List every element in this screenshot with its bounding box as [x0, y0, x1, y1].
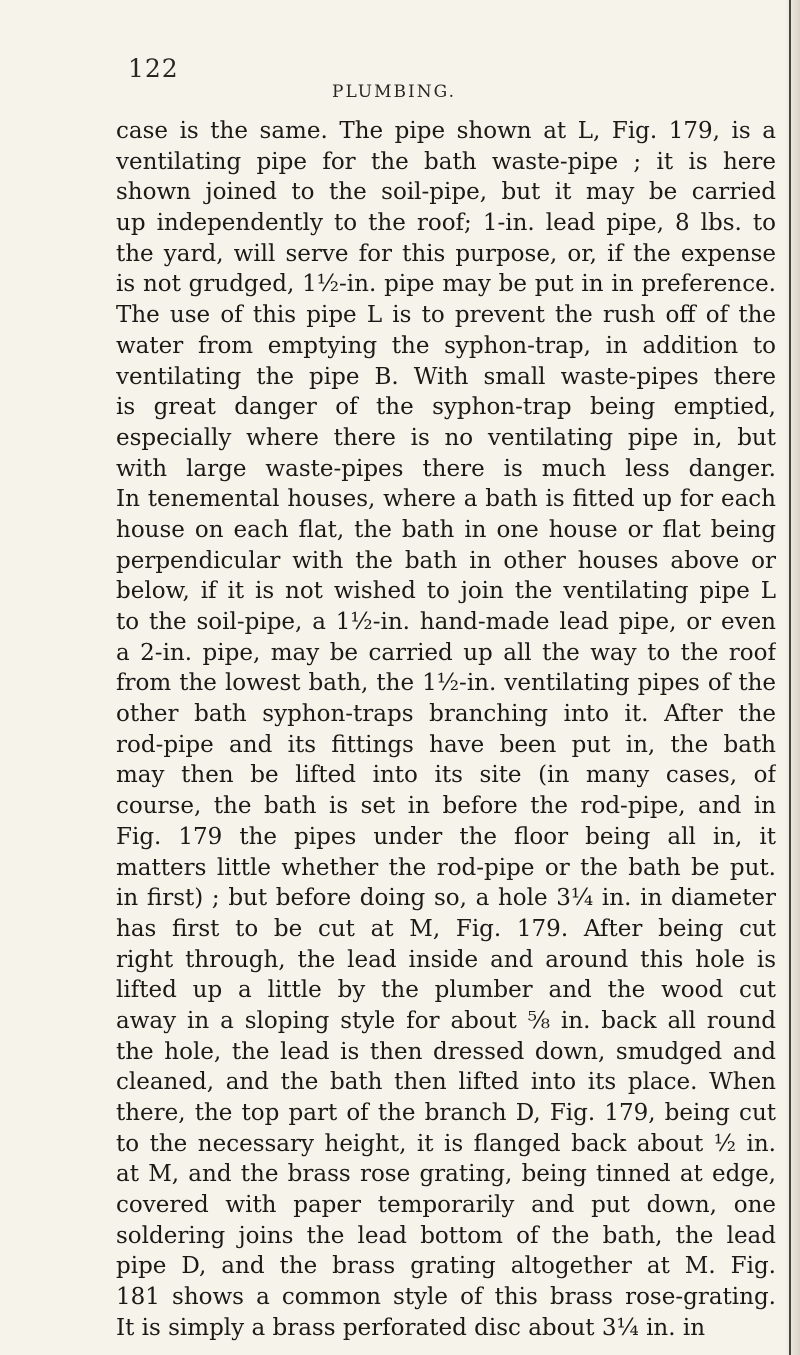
text-line: may then be lifted into its site (in many cases, of — [116, 762, 776, 789]
text-line: below, if it is not wished to join the ventilating pipe L — [116, 578, 776, 605]
text-line: there, the top part of the branch D, Fig. 179, being cut — [116, 1100, 776, 1126]
text-line: from the lowest bath, the 1½-in. ventilating pipes of the — [116, 670, 776, 697]
text-line: perpendicular with the bath in other houses above or — [116, 547, 776, 574]
text-line: shown joined to the soil-pipe, but it may be carried — [116, 179, 776, 206]
text-line: especially where there is no ventilating pipe in, but — [116, 424, 776, 451]
running-head: PLUMBING. — [332, 82, 456, 102]
body-text — [116, 116, 776, 1344]
text-line: In tenemental houses, where a bath is fitted up for each — [116, 486, 776, 513]
text-line: right through, the lead inside and around this hole is — [116, 946, 776, 973]
text-line: pipe D, and the brass grating altogether at M. Fig. — [116, 1253, 776, 1280]
text-line: cleaned, and the bath then lifted into its place. When — [116, 1069, 776, 1096]
text-line: the yard, will serve for this purpose, or, if the expense — [116, 240, 776, 267]
text-line: 181 shows a common style of this brass rose-grating. — [116, 1284, 776, 1311]
text-line: with large waste-pipes there is much less danger. — [116, 455, 776, 482]
page-edge-line — [789, 0, 791, 1355]
text-line: covered with paper temporarily and put down, one — [116, 1192, 776, 1219]
text-line: in first) ; but before doing so, a hole 3¼ in. in diameter — [116, 885, 776, 912]
text-line: The use of this pipe L is to prevent the rush off of the — [116, 302, 776, 329]
text-line: ventilating pipe for the bath waste-pipe ; it is here — [116, 148, 776, 175]
text-line: rod-pipe and its fittings have been put in, the bath — [116, 731, 776, 758]
text-line: course, the bath is set in before the rod-pipe, and in — [116, 793, 776, 820]
text-line: ventilating the pipe B. With small waste-pipes there — [116, 363, 776, 390]
text-line: other bath syphon-traps branching into it. After the — [116, 701, 776, 728]
text-line: away in a sloping style for about ⅝ in. back all round — [116, 1007, 776, 1034]
text-line: matters little whether the rod-pipe or the bath be put. — [116, 854, 776, 881]
text-line: the hole, the lead is then dressed down, smudged and — [116, 1038, 776, 1065]
text-line: lifted up a little by the plumber and the wood cut — [116, 977, 776, 1004]
text-line: Fig. 179 the pipes under the floor being all in, it — [116, 823, 776, 850]
text-line: is great danger of the syphon-trap being emptied, — [116, 394, 776, 421]
page-number: 122 — [128, 54, 179, 83]
text-line: to the soil-pipe, a 1½-in. hand-made lead pipe, or even — [116, 609, 776, 635]
text-line: at M, and the brass rose grating, being tinned at edge, — [116, 1161, 776, 1188]
text-line: It is simply a brass perforated disc about 3¼ in. in — [116, 1314, 706, 1341]
text-line: case is the same. The pipe shown at L, Fig. 179, is a — [116, 118, 776, 144]
text-line: up independently to the roof; 1-in. lead pipe, 8 lbs. to — [116, 210, 776, 237]
text-line: water from emptying the syphon-trap, in addition to — [116, 332, 776, 359]
text-line: soldering joins the lead bottom of the bath, the lead — [116, 1222, 776, 1249]
text-line: to the necessary height, it is flanged back about ½ in. — [116, 1130, 776, 1157]
text-line: has first to be cut at M, Fig. 179. After being cut — [116, 915, 776, 942]
text-line: a 2-in. pipe, may be carried up all the way to the roof — [116, 639, 776, 666]
text-line: house on each flat, the bath in one house or flat being — [116, 516, 776, 543]
text-line: is not grudged, 1½-in. pipe may be put in in preference. — [116, 271, 776, 298]
